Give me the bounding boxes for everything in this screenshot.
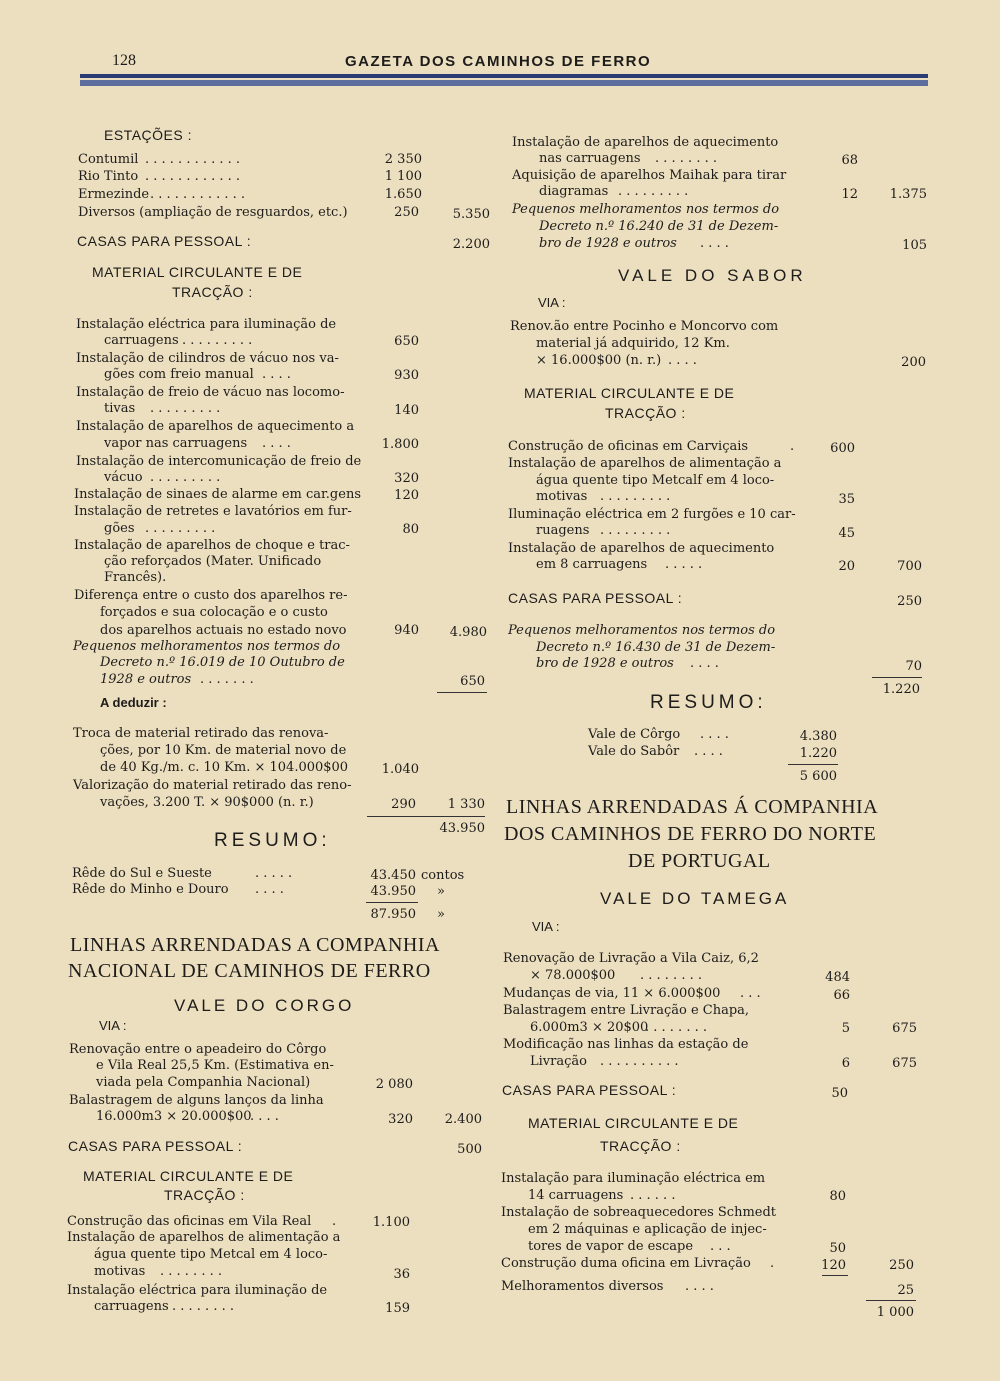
entry-total: 700 (897, 559, 922, 574)
entry-label: Melhoramentos diversos (501, 1279, 664, 1294)
leader-dots: . . . . . . . . . . . . (145, 152, 241, 167)
leader-dots: . . . . (700, 236, 729, 251)
entry-label: Instalação para iluminação eléctrica em (501, 1171, 766, 1186)
leader-dots: . . . . . . . . (655, 151, 717, 166)
leader-dots: . . . . . . . . (172, 1299, 234, 1314)
entry-total: 2.200 (452, 237, 490, 252)
entry-label: Pequenos melhoramentos nos termos do (73, 639, 341, 654)
entry-label: Decreto n.º 16.019 de 10 Outubro de (100, 655, 345, 670)
sum-rule (437, 692, 487, 693)
entry-total: 1.375 (889, 187, 927, 202)
via-heading: VIA : (532, 919, 560, 934)
entry-label: Balastragem de alguns lanços da linha (69, 1093, 324, 1108)
entry-value: 1.800 (381, 437, 419, 452)
resumo-value: 43.450 (370, 868, 416, 883)
entry-label: Renov.ão entre Pocinho e Moncorvo com (510, 319, 779, 334)
entry-total: 105 (902, 238, 927, 253)
section-heading: TRACÇÃO : (600, 1138, 681, 1154)
leader-dots: . . . . . . . . . . (600, 1054, 679, 1069)
via-heading: VIA : (538, 295, 566, 310)
entry-value: 1.100 (372, 1215, 410, 1230)
entry-value: 80 (829, 1189, 846, 1204)
header-rule-thin (80, 80, 928, 86)
entry-value: 320 (394, 471, 419, 486)
entry-label: gões com freio manual (104, 367, 254, 382)
resumo-unit: contos (421, 868, 465, 883)
leader-dots: . . . . (668, 353, 697, 368)
leader-dots: . . . . . (255, 866, 293, 881)
entry-label: Rio Tinto (78, 169, 139, 184)
entry-label: Construção das oficinas em Vila Real (67, 1214, 312, 1229)
section-heading: TRACÇÃO : (164, 1187, 245, 1203)
deduzir-heading: A deduzir : (100, 695, 167, 710)
entry-value: 80 (402, 522, 419, 537)
leader-dots: . . . . (255, 882, 284, 897)
entry-label: material já adquirido, 12 Km. (536, 336, 730, 351)
entry-value: 12 (841, 187, 858, 202)
entry-label: Troca de material retirado das renova- (73, 726, 329, 741)
entry-label: Balastragem entre Livração e Chapa, (503, 1003, 750, 1018)
entry-total: 500 (457, 1142, 482, 1157)
entry-label: Renovação entre o apeadeiro do Côrgo (69, 1042, 327, 1057)
section-heading: MATERIAL CIRCULANTE E DE (528, 1115, 739, 1131)
header-rule (80, 74, 928, 78)
entry-label: Livração (530, 1054, 587, 1069)
entry-label: tivas (104, 401, 136, 416)
entry-label: Decreto n.º 16.430 de 31 de Dezem- (536, 640, 776, 655)
leader-dots: . . . . . . . . (640, 968, 702, 983)
resumo-value: 5 600 (799, 769, 837, 784)
entry-value: 66 (833, 988, 850, 1003)
leader-dots: . . . (740, 986, 761, 1001)
entry-label: Instalação de intercomunicação de freio de (76, 454, 362, 469)
entry-label: Pequenos melhoramentos nos termos do (508, 623, 776, 638)
leader-dots: . . . . . . . . (645, 1020, 707, 1035)
entry-label: Diversos (ampliação de resguardos, etc.) (78, 205, 348, 220)
entry-total: 250 (897, 594, 922, 609)
entry-label: Instalação de aparelhos de alimentação a (67, 1230, 341, 1245)
section-heading: ESTAÇÕES : (104, 127, 192, 143)
entry-label: e Vila Real 25,5 Km. (Estimativa en- (96, 1058, 334, 1073)
leader-dots: . . . . (250, 1109, 279, 1124)
entry-label: carruagens (94, 1299, 169, 1314)
entry-label: Instalação de freio de vácuo nas locomo- (76, 385, 345, 400)
section-title: NACIONAL DE CAMINHOS DE FERRO (68, 960, 431, 982)
section-heading: CASAS PARA PESSOAL : (502, 1082, 677, 1098)
section-heading: MATERIAL CIRCULANTE E DE (92, 264, 303, 280)
section-heading: MATERIAL CIRCULANTE E DE (83, 1168, 294, 1184)
resumo-label: Rêde do Sul e Sueste (72, 866, 212, 881)
entry-label: Ermezinde (78, 187, 150, 202)
leader-dots: . . . . (685, 1279, 714, 1294)
entry-value: 930 (394, 368, 419, 383)
entry-label: Instalação de aparelhos de choque e trac- (74, 538, 350, 553)
entry-label: 6.000m3 × 20$00 (530, 1020, 649, 1035)
resumo-value: 4.380 (799, 729, 837, 744)
entry-value: 5 (841, 1021, 850, 1036)
resumo-unit: » (437, 907, 445, 922)
entry-label: forçados e sua colocação e o custo (100, 605, 328, 620)
entry-value: 36 (393, 1267, 410, 1282)
entry-value: 484 (825, 970, 850, 985)
entry-label: Modificação nas linhas da estação de (503, 1037, 749, 1052)
entry-label: Instalação de sobreaquecedores Schmedt (501, 1205, 777, 1220)
entry-total: 2.400 (444, 1112, 482, 1127)
entry-label: Instalação de aparelhos de aquecimento a (76, 419, 355, 434)
grand-total: 1 000 (876, 1305, 914, 1320)
entry-value: 159 (385, 1301, 410, 1316)
resumo-value: 1.220 (799, 746, 837, 761)
entry-label: Instalação de aparelhos de aquecimento (508, 541, 775, 556)
leader-dots: . . . . (262, 367, 291, 382)
entry-total: 650 (460, 674, 485, 689)
entry-value: 140 (394, 403, 419, 418)
entry-label: 1928 e outros (100, 672, 192, 687)
leader-dots: . . . . (262, 436, 291, 451)
entry-total: 5.350 (452, 207, 490, 222)
entry-total: 675 (892, 1056, 917, 1071)
entry-label: Pequenos melhoramentos nos termos do (512, 202, 780, 217)
entry-value: 1.650 (384, 187, 422, 202)
entry-label: Renovação de Livração a Vila Caiz, 6,2 (503, 951, 759, 966)
sum-rule (366, 902, 418, 903)
resumo-heading: RESUMO: (214, 830, 331, 851)
subsection-title: VALE DO CORGO (174, 996, 355, 1015)
entry-value: 120 (394, 488, 419, 503)
entry-value: 650 (394, 334, 419, 349)
entry-label: água quente tipo Metcalf em 4 loco- (536, 473, 775, 488)
entry-label: Construção de oficinas em Carviçais (508, 439, 749, 454)
entry-total: 70 (905, 659, 922, 674)
entry-label: ções, por 10 Km. de material novo de (100, 743, 347, 758)
section-heading: CASAS PARA PESSOAL : (68, 1138, 243, 1154)
entry-label: × 78.000$00 (530, 968, 616, 983)
leader-dots: . . . . . . . . (160, 1264, 222, 1279)
entry-label: Instalação eléctrica para iluminação de (76, 317, 337, 332)
section-title: LINHAS ARRENDADAS A COMPANHIA (70, 934, 440, 956)
sum-rule (788, 764, 838, 765)
entry-label: 16.000m3 × 20.000$00 (96, 1109, 252, 1124)
entry-label: viada pela Companhia Nacional) (96, 1075, 311, 1090)
entry-value: 320 (388, 1112, 413, 1127)
leader-dots: . . . . . (665, 557, 703, 572)
leader-dots: . . . . . . (630, 1188, 676, 1203)
leader-dots: . . . . . . . . . (150, 401, 221, 416)
resumo-label: Vale do Sabôr (588, 744, 680, 759)
page-number: 128 (112, 52, 136, 69)
entry-label: dos aparelhos actuais no estado novo (100, 623, 347, 638)
entry-label: Diferença entre o custo dos aparelhos re- (74, 588, 348, 603)
leader-dots: . . . . . . . . . (145, 521, 216, 536)
entry-label: Instalação eléctrica para iluminação de (67, 1283, 328, 1298)
entry-label: × 16.000$00 (n. r.) (536, 353, 662, 368)
entry-label: água quente tipo Metcal em 4 loco- (94, 1247, 328, 1262)
entry-label: Valorização do material retirado das reno- (73, 778, 352, 793)
leader-dots: . (770, 1256, 775, 1271)
entry-total: 250 (889, 1258, 914, 1273)
section-heading: MATERIAL CIRCULANTE E DE (524, 385, 735, 401)
resumo-label: Rêde do Minho e Douro (72, 882, 229, 897)
leader-dots: . . . (710, 1239, 731, 1254)
entry-total: 200 (901, 355, 926, 370)
sum-rule (367, 816, 485, 817)
subsection-title: VALE DO TAMEGA (600, 889, 790, 908)
entry-label: vações, 3.200 T. × 90$000 (n. r.) (100, 795, 314, 810)
entry-label: Mudanças de via, 11 × 6.000$00 (503, 986, 721, 1001)
entry-label: nas carruagens (539, 151, 641, 166)
entry-label: vapor nas carruagens (104, 436, 248, 451)
entry-value: 45 (838, 526, 855, 541)
entry-label: Iluminação eléctrica em 2 furgões e 10 car- (508, 507, 796, 522)
leader-dots: . . . . . . . . . (150, 470, 221, 485)
resumo-unit: » (437, 884, 445, 899)
section-heading: CASAS PARA PESSOAL : (508, 590, 683, 606)
section-heading: CASAS PARA PESSOAL : (77, 233, 252, 249)
sum-rule (872, 677, 922, 678)
leader-dots: . (332, 1214, 337, 1229)
entry-label: em 8 carruagens (536, 557, 648, 572)
entry-value: 600 (830, 441, 855, 456)
entry-value: 120 (821, 1258, 846, 1273)
leader-dots: . . . . (694, 744, 723, 759)
entry-label: bro de 1928 e outros (539, 236, 677, 251)
entry-total: 4.980 (449, 625, 487, 640)
entry-label: em 2 máquinas e aplicação de injec- (528, 1222, 767, 1237)
entry-label: Construção duma oficina em Livração (501, 1256, 751, 1271)
entry-value: 6 (841, 1056, 850, 1071)
entry-label: Decreto n.º 16.240 de 31 de Dezem- (539, 219, 779, 234)
entry-label: 14 carruagens (528, 1188, 624, 1203)
leader-dots: . . . . (700, 727, 729, 742)
entry-value: 20 (838, 559, 855, 574)
leader-dots: . . . . (690, 656, 719, 671)
entry-total: 25 (897, 1283, 914, 1298)
entry-label: de 40 Kg./m. c. 10 Km. × 104.000$00 (100, 760, 349, 775)
entry-label: bro de 1928 e outros (536, 656, 674, 671)
resumo-value: 43.950 (370, 884, 416, 899)
entry-label: diagramas (539, 184, 609, 199)
entry-value: 250 (394, 205, 419, 220)
section-title: DE PORTUGAL (628, 850, 771, 872)
entry-value: 290 (391, 797, 416, 812)
section-title: LINHAS ARRENDADAS Á COMPANHIA (506, 796, 879, 818)
entry-label: tores de vapor de escape (528, 1239, 694, 1254)
resumo-heading: RESUMO: (650, 692, 767, 713)
entry-label: Instalação de retretes e lavatórios em fur- (74, 504, 352, 519)
entry-value: 2 350 (384, 152, 422, 167)
sum-rule (822, 1275, 848, 1276)
page-title: GAZETA DOS CAMINHOS DE FERRO (345, 53, 652, 70)
entry-value: 35 (838, 492, 855, 507)
section-title: DOS CAMINHOS DE FERRO DO NORTE (504, 823, 877, 845)
entry-value: 940 (394, 623, 419, 638)
entry-value: 68 (841, 153, 858, 168)
leader-dots: . . . . . . . . . . . . (150, 187, 246, 202)
resumo-label: Vale de Côrgo (588, 727, 681, 742)
leader-dots: . . . . . . . . . (600, 523, 671, 538)
grand-total: 1.220 (882, 682, 920, 697)
entry-label: Contumil (78, 152, 139, 167)
entry-label: Instalação de aparelhos de alimentação a (508, 456, 782, 471)
entry-label: Francês). (104, 570, 167, 585)
entry-label: motivas (536, 489, 588, 504)
entry-label: Instalação de sinaes de alarme em car.gens (74, 487, 361, 502)
entry-label: Aquisição de aparelhos Maihak para tirar (512, 168, 787, 183)
entry-total: 675 (892, 1021, 917, 1036)
subsection-title: VALE DO SABOR (618, 266, 807, 285)
entry-label: ruagens (536, 523, 590, 538)
section-heading: TRACÇÃO : (172, 284, 253, 300)
entry-value: 50 (831, 1086, 848, 1101)
leader-dots: . . . . . . . . . (618, 184, 689, 199)
via-heading: VIA : (99, 1018, 127, 1033)
resumo-value: 87.950 (370, 907, 416, 922)
leader-dots: . . . . . . . . . (182, 333, 253, 348)
leader-dots: . . . . . . . . . (600, 489, 671, 504)
entry-label: vácuo (104, 470, 143, 485)
entry-value: 50 (829, 1241, 846, 1256)
entry-label: ção reforçados (Mater. Unificado (104, 554, 322, 569)
leader-dots: . . . . . . . (200, 672, 254, 687)
entry-value: 2 080 (375, 1077, 413, 1092)
entry-label: motivas (94, 1264, 146, 1279)
entry-label: Instalação de aparelhos de aquecimento (512, 135, 779, 150)
entry-value: 1.040 (381, 762, 419, 777)
leader-dots: . (790, 439, 795, 454)
entry-label: gões (104, 521, 135, 536)
leader-dots: . . . . . . . . . . . . (145, 169, 241, 184)
entry-label: Instalação de cilindros de vácuo nos va- (76, 351, 339, 366)
section-heading: TRACÇÃO : (605, 405, 686, 421)
grand-total: 43.950 (439, 821, 485, 836)
sum-rule (866, 1300, 916, 1301)
entry-value: 1 100 (384, 169, 422, 184)
entry-label: carruagens (104, 333, 179, 348)
entry-total: 1 330 (447, 797, 485, 812)
